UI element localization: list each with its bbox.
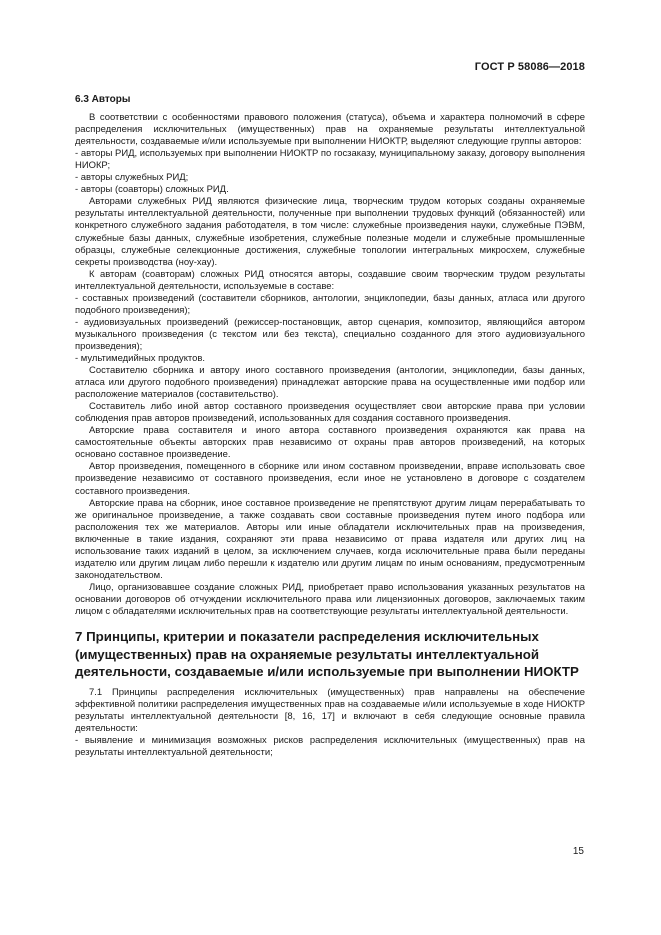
paragraph: Автор произведения, помещенного в сборнике или ином составном произведении, вправе использовать свое произведение независимо от составного произведения, если иное не установлено в договоре с создателем составного произведения. <box>75 461 585 497</box>
paragraph: Лицо, организовавшее создание сложных РИД, приобретает право использования указанных результатов на основании договоров об отчуждении исключительного права или лицензионных договоров, заключаемых таким лицом с обладателями исключительных прав на соответствующие результаты интеллектуальной деятельности. <box>75 581 585 617</box>
list-item: - выявление и минимизация возможных рисков распределения исключительных (имущественных) прав на результаты интеллектуальной деятельности; <box>75 734 585 758</box>
list-item: - аудиовизуальных произведений (режиссер-постановщик, автор сценария, композитор, являющийся автором музыкального произведения (с текстом или без текста), специально созданного для этого аудиовизуального произведения); <box>75 316 585 352</box>
page-number: 15 <box>572 846 584 857</box>
paragraph: 7.1 Принципы распределения исключительных (имущественных) прав направлены на обеспечение эффективной политики распределения имущественных прав на создаваемые и/или используемые в ходе НИОКТР результаты интеллектуальной деятельности [8, 16, 17] и включают в себя следующие основные правила деятельности: <box>75 686 585 734</box>
section-7-heading: 7 Принципы, критерии и показатели распределения исключительных (имущественных) прав на охраняемые результаты интеллектуальной деятельности, создаваемые и/или используемые при выполнении НИОКТР <box>75 629 579 680</box>
page-content <box>75 94 585 759</box>
paragraph: Составителю сборника и автору иного составного произведения (антологии, энциклопедии, базы данных, атласа или другого подобного произведения) принадлежат авторские права на осуществленные ими подбор или расположение материалов (составительство). <box>75 365 585 401</box>
list-item: - авторы (соавторы) сложных РИД. <box>75 184 229 196</box>
standard-designation: ГОСТ Р 58086—2018 <box>474 61 585 73</box>
paragraph: Составитель либо иной автор составного произведения осуществляет свои авторские права при условии соблюдения прав авторов произведений, использованных для создания составного произведения. <box>75 401 585 425</box>
section-6-3-heading: 6.3 Авторы <box>75 94 131 105</box>
paragraph: В соответствии с особенностями правового положения (статуса), объема и характера полномочий в сфере распределения исключительных (имущественных) прав на охраняемые результаты интеллектуальной деятельности, создаваемые и/или используемые при выполнении НИОКТР, выделяют следующие группы авторов: <box>75 112 585 148</box>
list-item: - авторы служебных РИД; <box>75 172 189 184</box>
paragraph: Авторские права на сборник, иное составное произведение не препятствуют другим лицам перерабатывать то же оригинальное произведение, а также создавать свои составные произведения путем иного подбора или расположения тех же материалов. Авторы или иные обладатели исключительных прав на произведения, включенные в такие издания, сохраняют эти права независимо от права издателя или других лиц на использование таких изданий в целом, за исключением случаев, когда исключительные права были переданы издателю или другим лицам либо перешли к издателю или другим лицам по иным основаниям, предусмотренным законодательством. <box>75 497 585 581</box>
list-item: - авторы РИД, используемых при выполнении НИОКТР по госзаказу, муниципальному заказу, договору выполнения НИОКР; <box>75 148 585 172</box>
list-item: - составных произведений (составители сборников, антологии, энциклопедии, базы данных, атласа или другого подобного произведения); <box>75 292 585 316</box>
list-item: - мультимедийных продуктов. <box>75 352 206 364</box>
paragraph: К авторам (соавторам) сложных РИД относятся авторы, создавшие своим творческим трудом результаты интеллектуальной деятельности, используемые в составе: <box>75 268 585 292</box>
paragraph: Авторами служебных РИД являются физические лица, творческим трудом которых созданы охраняемые результаты интеллектуальной деятельности, полученные при выполнении трудовых функций (обязанностей) или конкретного служебного задания работодателя, в том числе: служебные произведения науки, служебные ПЭВМ, служебные базы данных, служебные изобретения, служебные полезные модели и служебные промышленные образцы, служебные селекционные достижения, служебные топологии интегральных микросхем, служебные секреты производства (ноу-хау). <box>75 196 585 268</box>
paragraph: Авторские права составителя и иного автора составного произведения охраняются как права на самостоятельные объекты авторских прав независимо от охраны прав авторов произведений, на которых основано составное произведение. <box>75 425 585 461</box>
